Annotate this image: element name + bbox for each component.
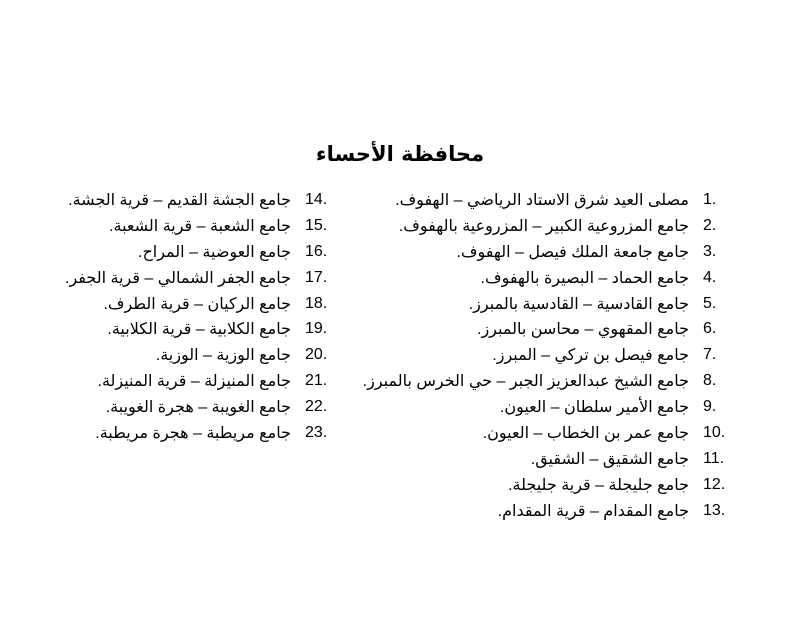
mosque-list-left-column	[33, 187, 333, 446]
list-item-number: 7.	[703, 346, 717, 364]
list-item-number: 13.	[703, 501, 726, 519]
list-item-number: 10.	[703, 423, 726, 441]
list-item-number: 5.	[703, 294, 717, 312]
list-item	[33, 187, 333, 213]
list-item-text: جامع فيصل بن تركي – المبرز.	[492, 347, 689, 365]
list-item	[359, 291, 729, 317]
list-item-text: جامع القادسية – القادسية بالمبرز.	[468, 295, 689, 313]
list-item	[359, 316, 729, 342]
list-item	[359, 446, 729, 472]
list-item-text: جامع الغويبة – هجرة الغويبة.	[105, 399, 291, 417]
list-item-text: جامع المنيزلة – قرية المنيزلة.	[97, 373, 291, 391]
list-item	[33, 394, 333, 420]
list-item-number: 12.	[703, 475, 726, 493]
list-item-number: 8.	[703, 372, 717, 390]
list-item-text: جامع الكلابية – قرية الكلابية.	[107, 321, 291, 339]
list-item-text: جامع الجفر الشمالي – قرية الجفر.	[65, 269, 291, 287]
list-item-number: 15.	[305, 216, 328, 234]
list-item-text: جامع الحماد – البصيرة بالهفوف.	[480, 269, 689, 287]
list-item-text: جامع الشعبة – قرية الشعبة.	[109, 217, 291, 235]
list-item-text: جامع جامعة الملك فيصل – الهفوف.	[456, 243, 689, 261]
list-item-text: مصلى العيد شرق الاستاد الرياضي – الهفوف.	[395, 191, 689, 209]
list-item	[359, 342, 729, 368]
list-item-number: 17.	[305, 268, 328, 286]
list-item	[33, 420, 333, 446]
list-item-number: 18.	[305, 294, 328, 312]
list-item-number: 6.	[703, 320, 717, 338]
list-item-number: 1.	[703, 190, 717, 208]
list-item-number: 19.	[305, 320, 328, 338]
list-item-number: 9.	[703, 398, 717, 416]
list-item	[33, 368, 333, 394]
list-item-text: جامع مريطبة – هجرة مريطبة.	[95, 424, 291, 442]
list-item	[33, 239, 333, 265]
list-item-text: جامع الركيان – قرية الطرف.	[103, 295, 291, 313]
list-item-number: 2.	[703, 216, 717, 234]
list-item-text: جامع الجشة القديم – قرية الجشة.	[68, 191, 291, 209]
list-item-text: جامع الوزية – الوزية.	[155, 347, 291, 365]
list-item-text: جامع المقهوي – محاسن بالمبرز.	[477, 321, 689, 339]
list-item	[33, 213, 333, 239]
list-item-text: جامع الأمير سلطان – العيون.	[499, 399, 689, 417]
list-item-text: جامع جليجلة – قرية جليجلة.	[508, 476, 689, 494]
list-item-number: 14.	[305, 190, 328, 208]
list-item	[33, 265, 333, 291]
list-item	[359, 239, 729, 265]
list-item	[359, 420, 729, 446]
list-item-number: 20.	[305, 346, 328, 364]
list-item	[359, 187, 729, 213]
list-item-number: 3.	[703, 242, 717, 260]
list-item	[359, 394, 729, 420]
list-item-number: 4.	[703, 268, 717, 286]
list-item	[33, 291, 333, 317]
list-item-text: جامع المقدام – قرية المقدام.	[497, 502, 689, 520]
list-item-number: 16.	[305, 242, 328, 260]
list-item	[359, 368, 729, 394]
list-item-text: جامع العوضية – المراح.	[138, 243, 291, 261]
list-item-text: جامع المزروعية الكبير – المزروعية بالهفوف.	[398, 217, 689, 235]
list-item	[359, 213, 729, 239]
list-item	[359, 472, 729, 498]
list-item-number: 21.	[305, 372, 328, 390]
list-item-number: 22.	[305, 398, 328, 416]
list-item-text: جامع عمر بن الخطاب – العيون.	[482, 424, 689, 442]
list-item	[359, 498, 729, 524]
list-item-text: جامع الشيخ عبدالعزيز الجبر – حي الخرس بالمبرز.	[362, 373, 689, 391]
list-item-number: 23.	[305, 423, 328, 441]
list-item-text: جامع الشقيق – الشقيق.	[530, 450, 689, 468]
list-item	[33, 316, 333, 342]
page-title: محافظة الأحساء	[315, 142, 485, 167]
list-item	[33, 342, 333, 368]
list-item-number: 11.	[703, 449, 725, 467]
mosque-list-right-column	[359, 187, 729, 524]
list-item	[359, 265, 729, 291]
